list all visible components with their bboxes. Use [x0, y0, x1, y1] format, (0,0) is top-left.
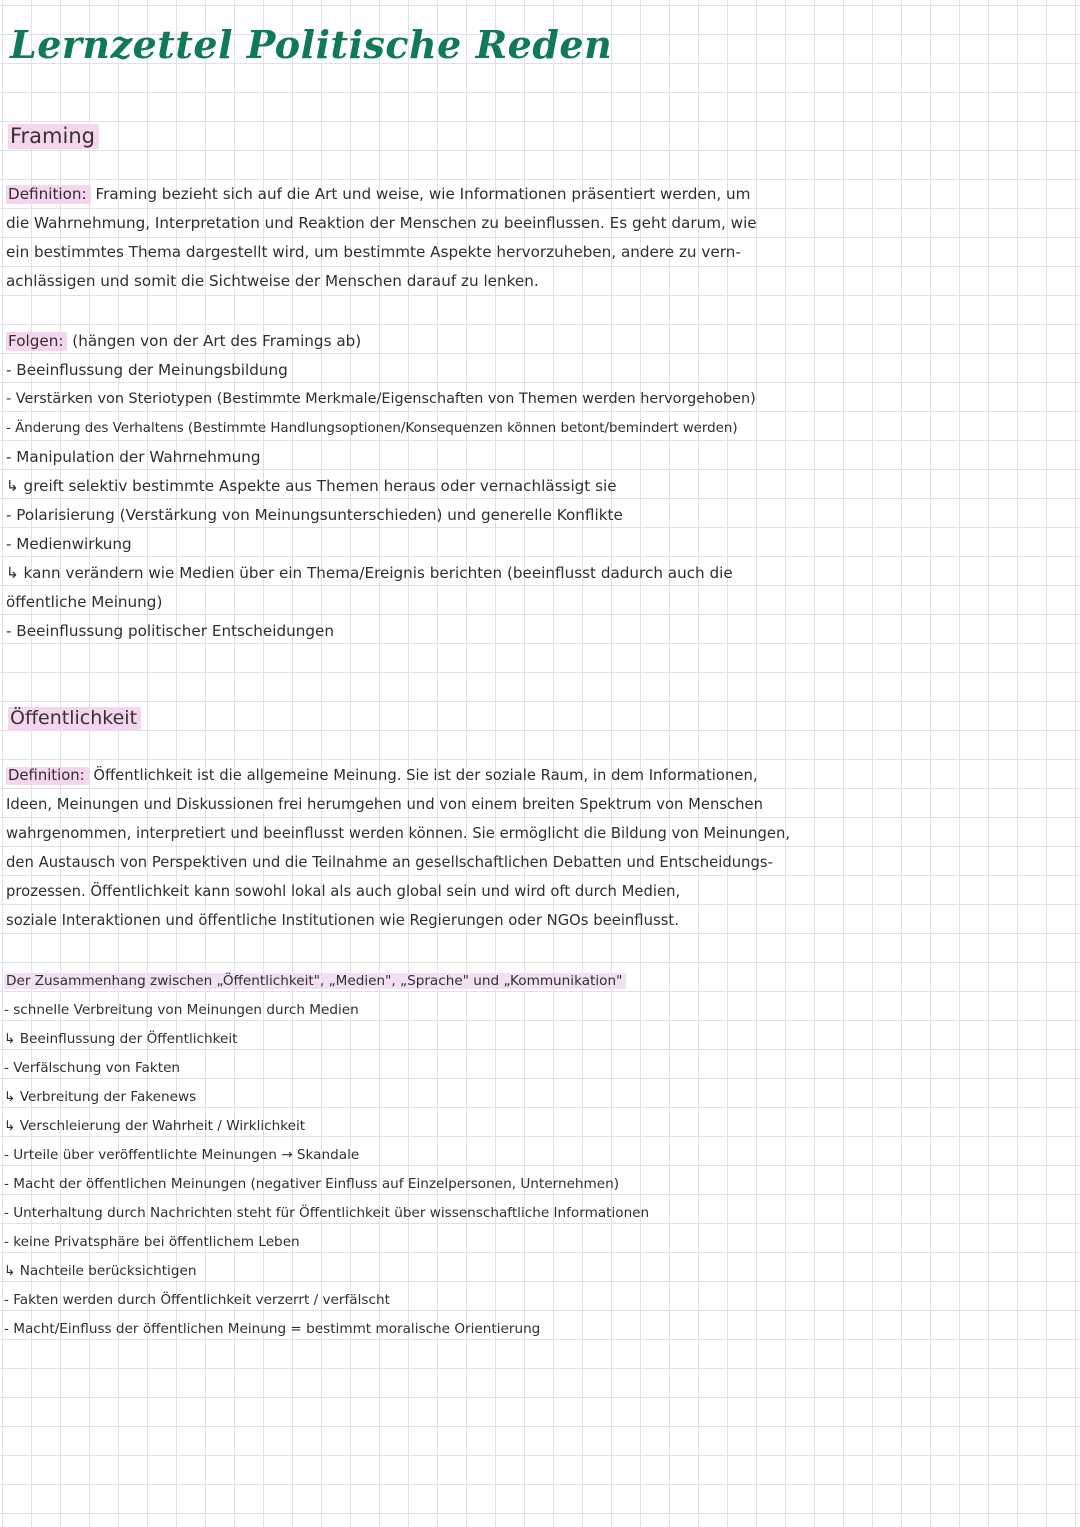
- zusammenhang-line: ↳ Verschleierung der Wahrheit / Wirklichkeit: [4, 1118, 306, 1134]
- folgen-line: Folgen: (hängen von der Art des Framings ab): [8, 332, 362, 350]
- folgen-line: - Medienwirkung: [6, 535, 132, 553]
- oeffentlichkeit-heading-text: Öffentlichkeit: [8, 707, 141, 730]
- folgen-line: öffentliche Meinung): [6, 593, 163, 611]
- folgen-line: - Polarisierung (Verstärkung von Meinungsunterschieden) und generelle Konflikte: [6, 506, 623, 524]
- folgen-line: - Beeinflussung der Meinungsbildung: [6, 361, 288, 379]
- zusammenhang-line: ↳ Nachteile berücksichtigen: [4, 1263, 197, 1279]
- oeffentlichkeit-definition: [6, 761, 1072, 935]
- zusammenhang-line: - schnelle Verbreitung von Meinungen durch Medien: [4, 1002, 359, 1018]
- zusammenhang-line: - Verfälschung von Fakten: [4, 1060, 181, 1076]
- framing-definition: [6, 180, 1072, 296]
- definition-line: Definition: Framing bezieht sich auf die Art und weise, wie Informationen präsentiert werden, um: [8, 185, 751, 203]
- definition-line: achlässigen und somit die Sichtweise der Menschen darauf zu lenken.: [6, 272, 539, 290]
- folgen-line: - Verstärken von Steriotypen (Bestimmte Merkmale/Eigenschaften von Themen werden hervorgehoben): [6, 391, 756, 407]
- zusammenhang-line: - Urteile über veröffentlichte Meinungen → Skandale: [4, 1147, 360, 1163]
- definition-line: den Austausch von Perspektiven und die Teilnahme an gesellschaftlichen Debatten und Entscheidungs-: [6, 854, 773, 871]
- definition-line: die Wahrnehmung, Interpretation und Reaktion der Menschen zu beeinflussen. Es geht darum, wie: [6, 214, 757, 232]
- framing-heading: [8, 124, 99, 148]
- framing-folgen: [6, 327, 1072, 646]
- zusammenhang-line: - Unterhaltung durch Nachrichten steht für Öffentlichkeit über wissenschaftliche Informationen: [4, 1205, 650, 1221]
- definition-line: Ideen, Meinungen und Diskussionen frei herumgehen und von einem breiten Spektrum von Menschen: [6, 796, 764, 813]
- folgen-line: ↳ kann verändern wie Medien über ein Thema/Ereignis berichten (beeinflusst dadurch auch die: [6, 564, 733, 582]
- zusammenhang-line: - keine Privatsphäre bei öffentlichem Leben: [4, 1234, 300, 1250]
- definition-line: Definition: Öffentlichkeit ist die allgemeine Meinung. Sie ist der soziale Raum, in dem Informationen,: [8, 767, 758, 784]
- folgen-line: - Manipulation der Wahrnehmung: [6, 448, 261, 466]
- definition-line: ein bestimmtes Thema dargestellt wird, um bestimmte Aspekte hervorzuheben, andere zu vern-: [6, 243, 741, 261]
- oeffentlichkeit-heading: [8, 707, 141, 729]
- framing-heading-text: Framing: [8, 124, 99, 149]
- zusammenhang-line: - Fakten werden durch Öffentlichkeit verzerrt / verfälscht: [4, 1292, 390, 1308]
- zusammenhang-line: ↳ Verbreitung der Fakenews: [4, 1089, 197, 1105]
- definition-label: Definition:: [6, 767, 89, 785]
- definition-label: Definition:: [6, 185, 91, 204]
- definition-line: soziale Interaktionen und öffentliche Institutionen wie Regierungen oder NGOs beeinflusst.: [6, 912, 679, 929]
- zusammenhang-line: - Macht/Einfluss der öffentlichen Meinung = bestimmt moralische Orientierung: [4, 1321, 541, 1337]
- folgen-line: - Beeinflussung politischer Entscheidungen: [6, 622, 334, 640]
- zusammenhang-section: [4, 967, 1074, 1344]
- folgen-line: - Änderung des Verhaltens (Bestimmte Handlungsoptionen/Konsequenzen können betont/bemindert werden): [6, 421, 738, 436]
- definition-line: wahrgenommen, interpretiert und beeinflusst werden können. Sie ermöglicht die Bildung von Meinungen,: [6, 825, 791, 842]
- definition-line: prozessen. Öffentlichkeit kann sowohl lokal als auch global sein und wird oft durch Medien,: [6, 883, 681, 900]
- zusammenhang-line: ↳ Beeinflussung der Öffentlichkeit: [4, 1031, 238, 1047]
- zusammenhang-line: - Macht der öffentlichen Meinungen (negativer Einfluss auf Einzelpersonen, Unternehmen): [4, 1176, 620, 1192]
- folgen-line: ↳ greift selektiv bestimmte Aspekte aus Themen heraus oder vernachlässigt sie: [6, 477, 617, 495]
- page-title: Lernzettel Politische Reden: [10, 22, 613, 67]
- zusammenhang-heading: Der Zusammenhang zwischen „Öffentlichkeit", „Medien", „Sprache" und „Kommunikation": [4, 967, 1074, 996]
- folgen-label: Folgen:: [6, 332, 67, 351]
